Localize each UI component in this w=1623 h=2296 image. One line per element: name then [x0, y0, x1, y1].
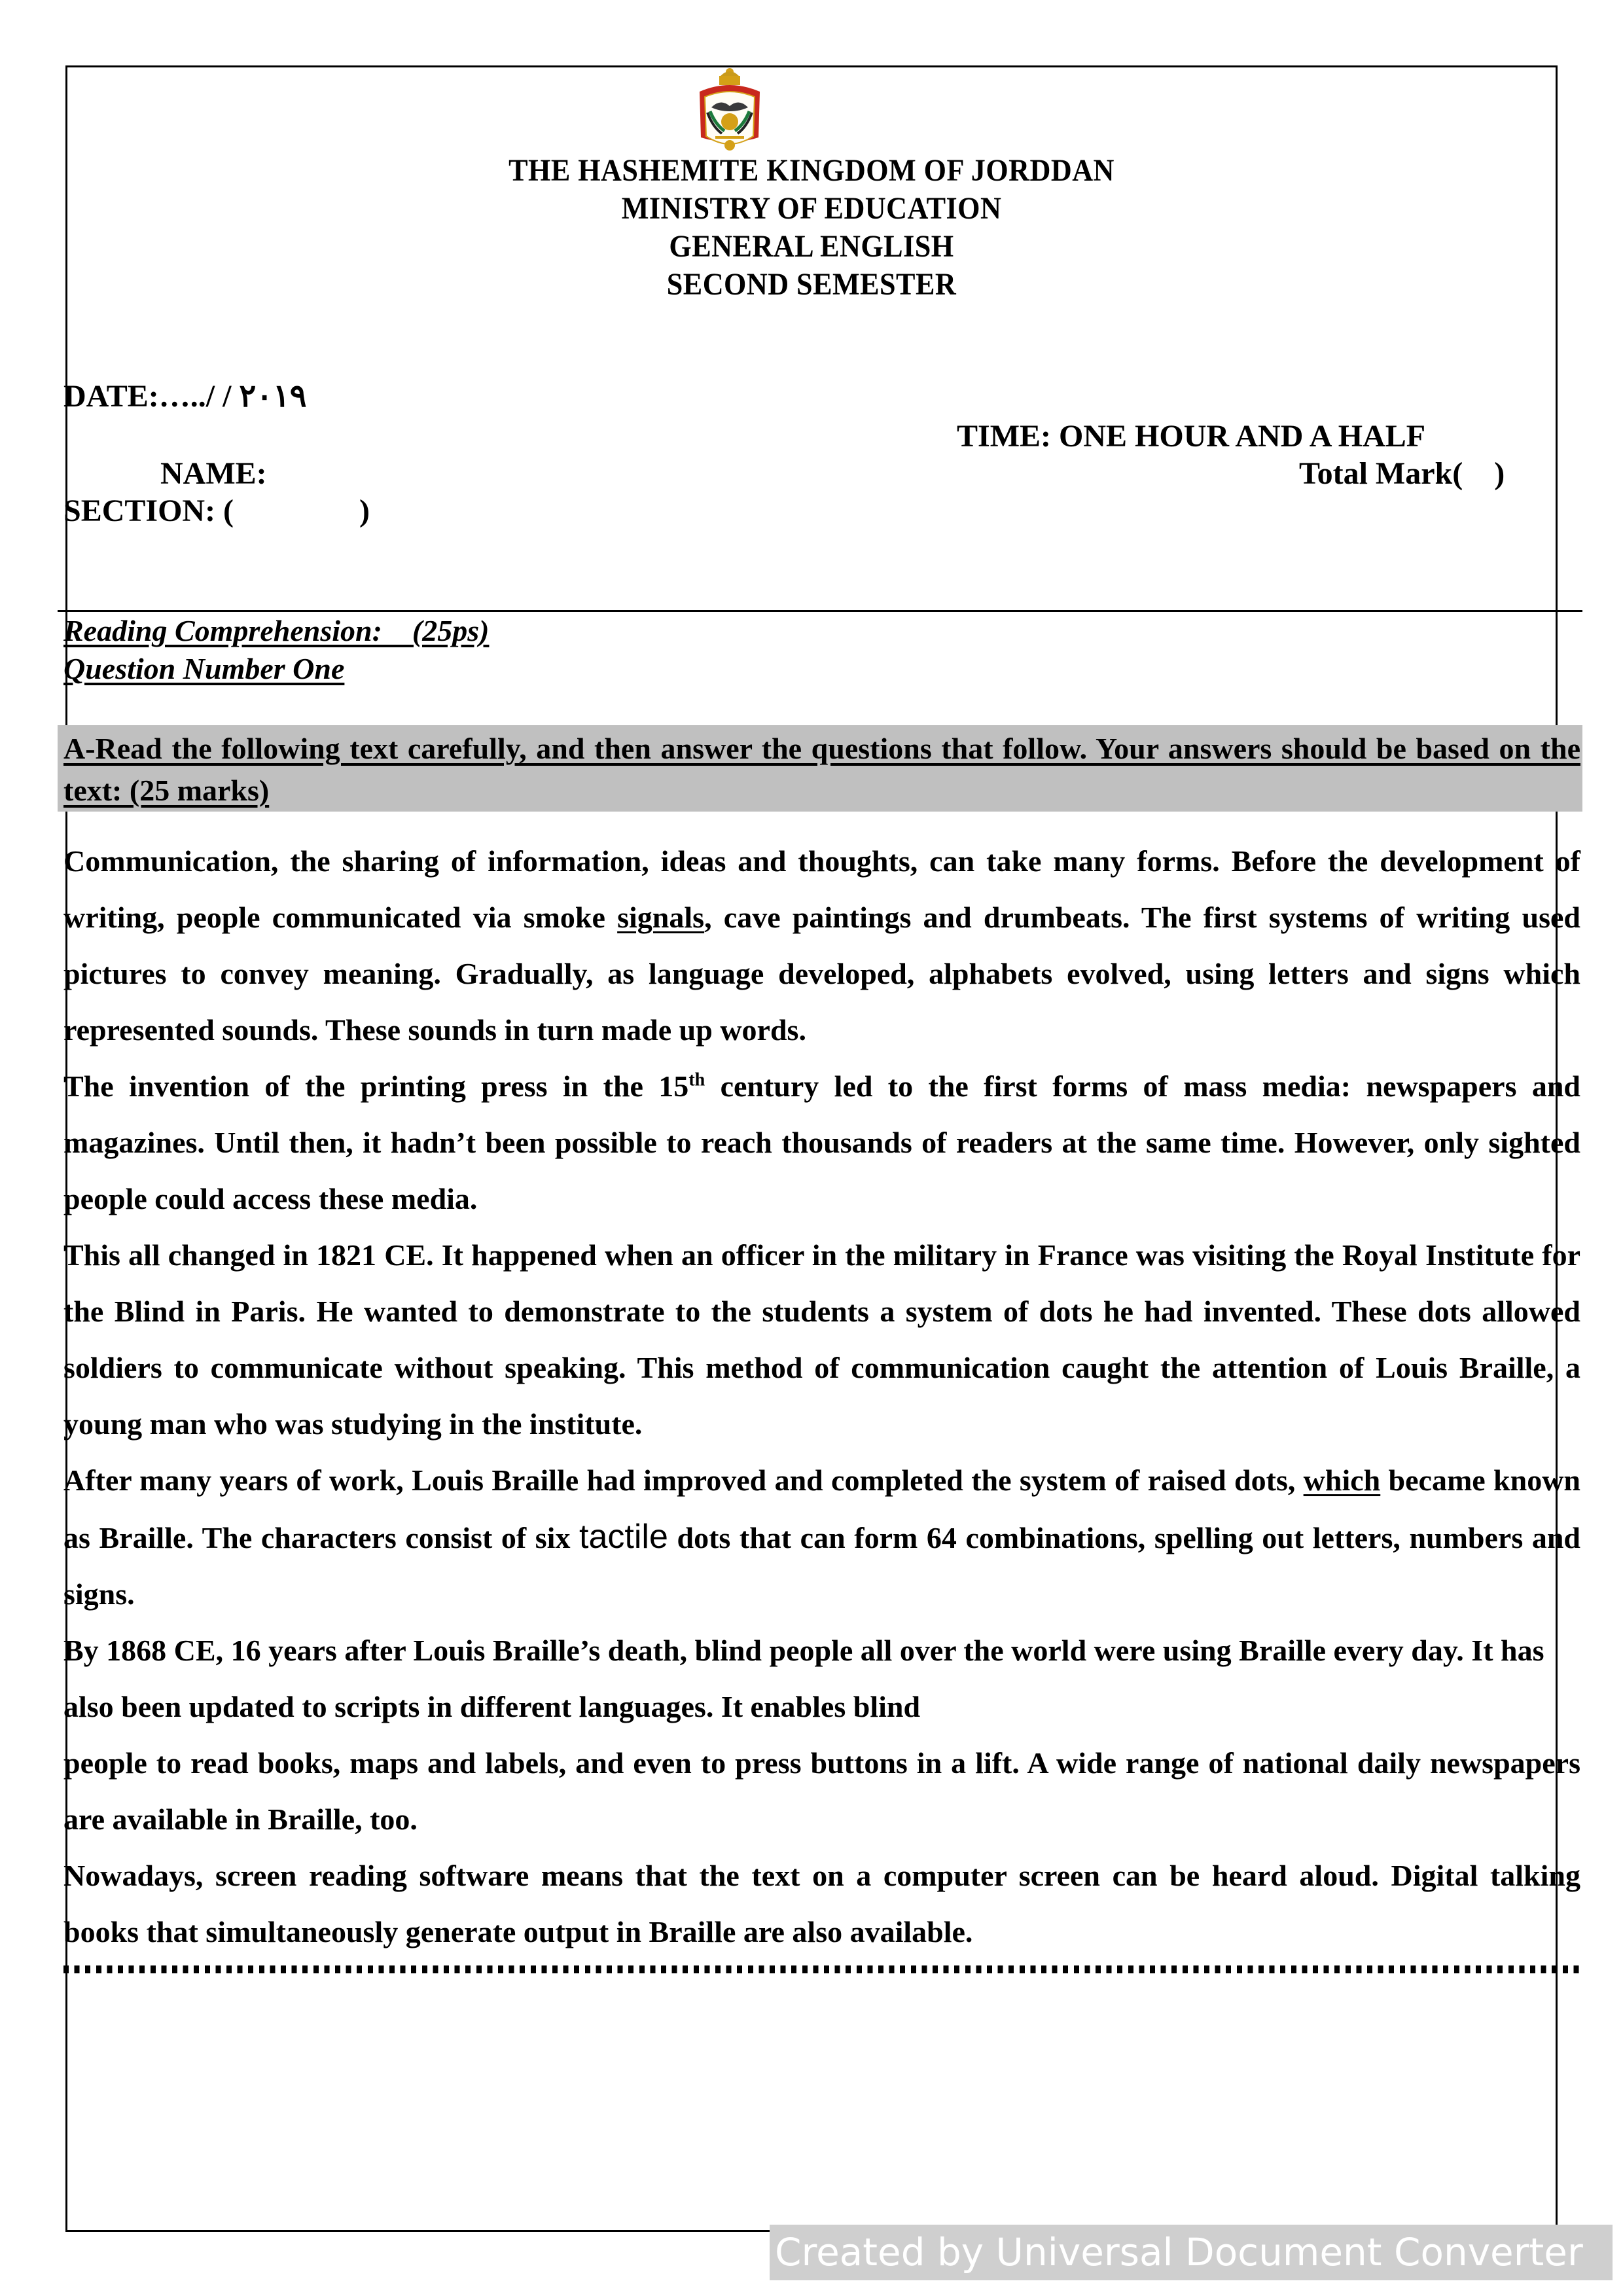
time-label: TIME: ONE HOUR AND A HALF	[957, 419, 1426, 454]
word-tactile: tactile	[579, 1518, 668, 1556]
dotted-separator	[63, 1965, 1582, 1973]
question-title: Question Number One	[63, 652, 345, 685]
passage-text: Communication, the sharing of information, ideas and thoughts, can take many forms. Before the development of writing, people communicated via smoke	[63, 844, 1580, 934]
passage-paragraph-3: This all changed in 1821 CE. It happened when an officer in the military in France was visiting the Royal Institute for the Blind in Paris. He wanted to demonstrate to the students a system of dots he had invented. These dots allowed soldiers to communicate without speaking. This method of communication caught the attention of Louis Braille, a young man who was studying in the institute.	[63, 1238, 1580, 1441]
superscript-th: th	[688, 1069, 705, 1090]
passage-paragraph-6: Nowadays, screen reading software means that the text on a computer screen can be heard aloud. Digital talking books that simultaneously generate output in Braille are also available.	[63, 1859, 1580, 1948]
jordan-coat-of-arms-icon	[690, 65, 769, 157]
passage-text: After many years of work, Louis Braille had improved and completed the system of raised dots,	[63, 1463, 1304, 1497]
underlined-word-signals: signals	[617, 901, 705, 934]
header-ministry: MINISTRY OF EDUCATION	[621, 191, 1002, 226]
total-mark-field[interactable]: Total Mark( )	[1299, 456, 1505, 491]
passage-text: century led to the first forms of mass media: newspapers and magazines. Until then, it hadn’t been possible to reach thousands of readers at the same time. However, only sighted people could access these media.	[63, 1069, 1580, 1215]
section-title: Reading Comprehension: (25ps)	[63, 614, 490, 647]
header-semester: SECOND SEMESTER	[666, 267, 957, 302]
header-kingdom: THE HASHEMITE KINGDOM OF JORDDAN	[508, 153, 1115, 188]
date-field[interactable]: DATE:…../ / ٢٠١٩	[63, 379, 307, 414]
document-header	[65, 152, 1558, 304]
passage-paragraph-1	[63, 833, 1580, 1058]
passage-paragraph-4	[63, 1452, 1580, 1623]
passage-paragraph-2	[63, 1058, 1580, 1227]
instruction-text: A-Read the following text carefully, and then answer the questions that follow. Your answers should be based on the text: (25 marks)	[63, 732, 1580, 807]
passage-paragraph-5b: people to read books, maps and labels, and even to press buttons in a lift. A wide range of national daily newspapers are available in Braille, too.	[63, 1746, 1580, 1836]
passage-text: dots that can form 64 combinations, spelling out letters, numbers and signs.	[63, 1521, 1580, 1611]
name-field[interactable]: NAME:	[160, 456, 267, 491]
passage-paragraph-5a: By 1868 CE, 16 years after Louis Braille’s death, blind people all over the world were using Braille every day. It has also been updated to scripts in different languages. It enables blind	[63, 1634, 1544, 1723]
passage-text: became known as Braille. The characters consist of six	[63, 1463, 1580, 1554]
section-field[interactable]: SECTION: ( )	[63, 493, 370, 528]
watermark-banner: Created by Universal Document Converter	[770, 2225, 1613, 2280]
reading-passage	[63, 833, 1580, 1960]
passage-text: The invention of the printing press in the 15	[63, 1069, 689, 1103]
passage-text: , cave paintings and drumbeats. The first systems of writing used pictures to convey meaning. Gradually, as language developed, alphabets evolved, using letters and signs which represented sounds. These sounds in turn made up words.	[63, 901, 1580, 1047]
header-subject: GENERAL ENGLISH	[669, 229, 954, 264]
underlined-word-which: which	[1303, 1463, 1381, 1497]
